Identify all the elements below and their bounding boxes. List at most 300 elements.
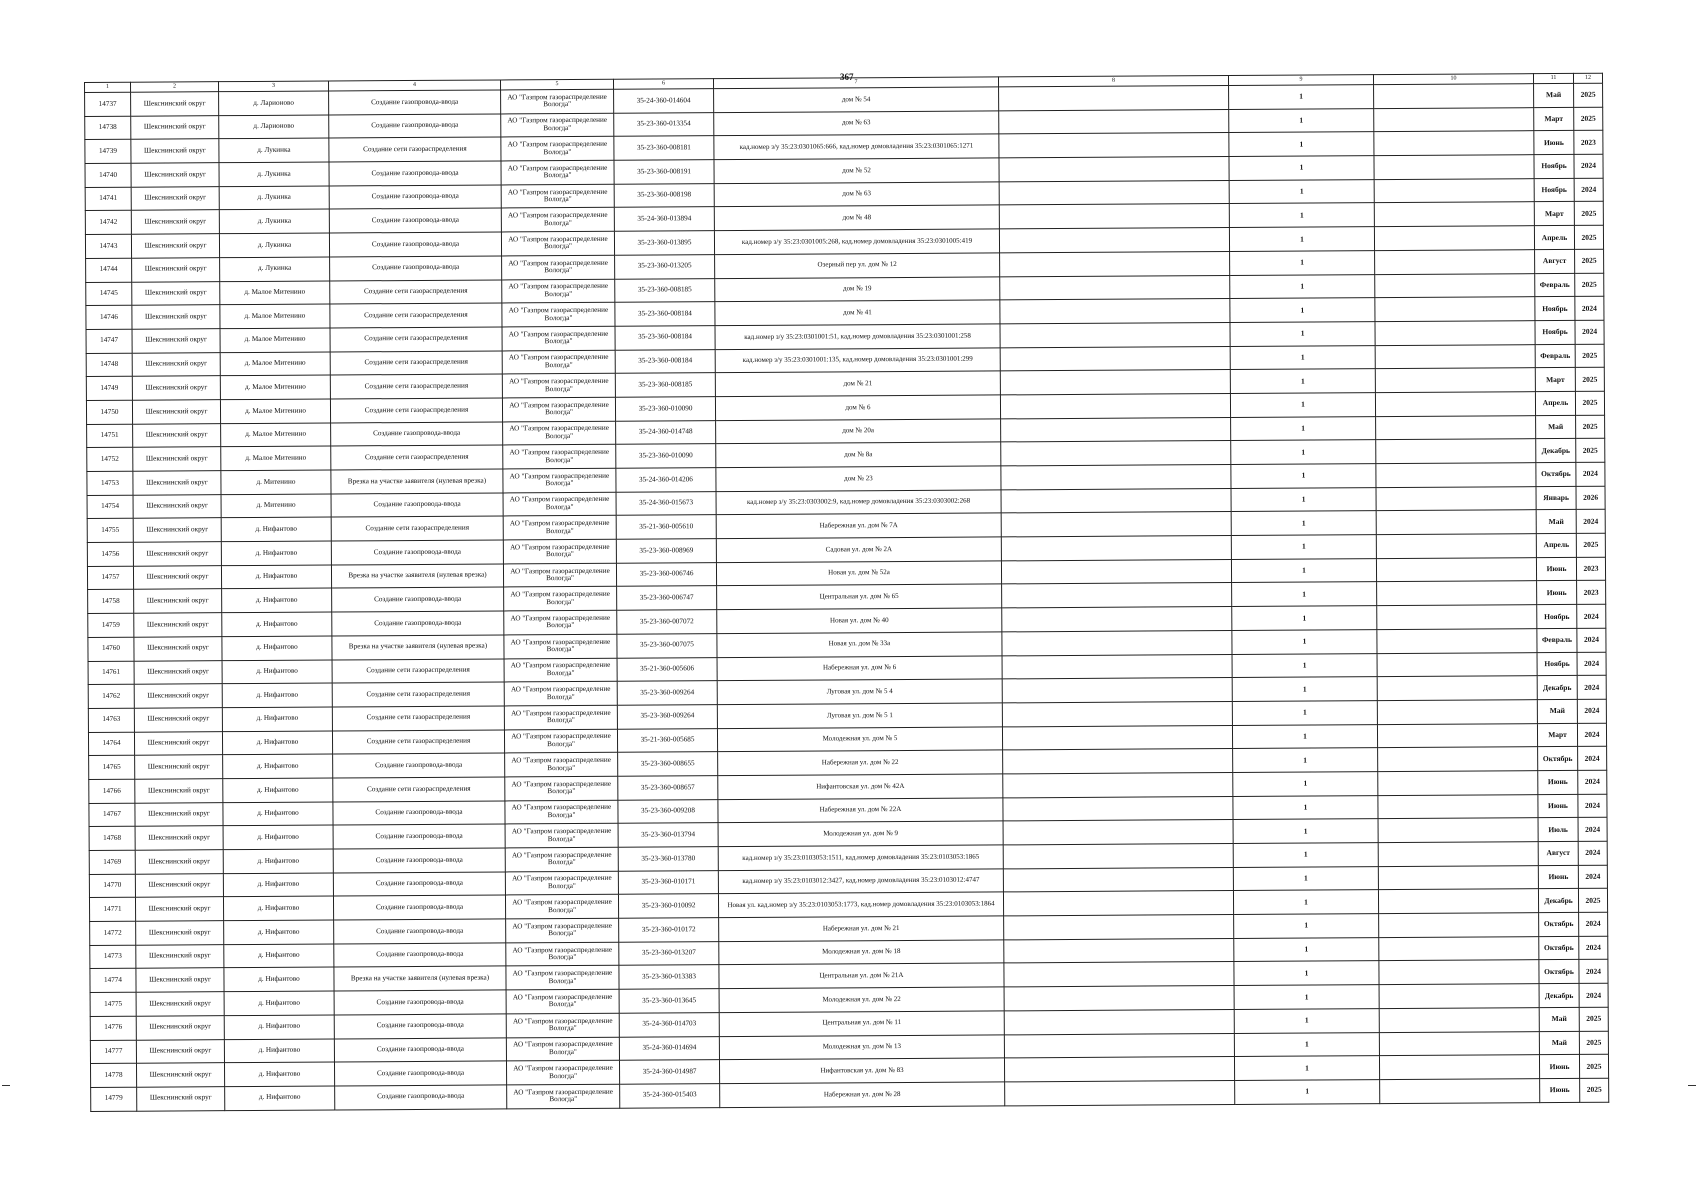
row-number: 14747 [86, 329, 132, 353]
application-code-cell: 35-24-360-014694 [619, 1036, 719, 1060]
application-code-cell: 35-23-360-010090 [615, 397, 715, 421]
quantity-cell: 1 [1234, 914, 1379, 939]
year-cell: 2024 [1575, 296, 1604, 320]
application-code-cell: 35-23-360-013895 [614, 231, 714, 255]
work-type-cell: Создание газопровода-ввода [334, 1061, 506, 1086]
empty-column-10 [1378, 794, 1538, 819]
empty-column-8 [1000, 370, 1230, 395]
address-cell: Набережная ул. дом № 22 [718, 750, 1003, 775]
month-cell: Ноябрь [1535, 320, 1575, 344]
organization-cell: АО "Газпром газораспределение Вологда" [503, 492, 616, 516]
quantity-cell: 1 [1229, 179, 1374, 204]
row-number: 14758 [88, 590, 134, 614]
month-cell: Октябрь [1538, 747, 1578, 771]
year-cell: 2024 [1577, 628, 1606, 652]
empty-column-8 [1002, 583, 1232, 608]
empty-column-10 [1376, 510, 1536, 535]
organization-cell: АО "Газпром газораспределение Вологда" [505, 776, 618, 800]
row-number: 14775 [90, 992, 136, 1016]
district-cell: Шекснинский округ [134, 589, 222, 613]
row-number: 14753 [87, 471, 133, 495]
address-cell: кад.номер з/у 35:23:0301065:666, кад.номер домовладения 35:23:0301065:1271 [714, 134, 999, 159]
month-cell: Июнь [1538, 865, 1578, 889]
year-cell: 2024 [1577, 652, 1606, 676]
work-type-cell: Создание газопровода-ввода [329, 161, 501, 186]
work-type-cell: Создание газопровода-ввода [330, 256, 502, 281]
application-code-cell: 35-23-360-006747 [617, 586, 717, 610]
application-code-cell: 35-23-360-008185 [615, 373, 715, 397]
month-cell: Октябрь [1539, 936, 1579, 960]
settlement-cell: д. Нифантово [223, 778, 333, 802]
settlement-cell: д. Митенино [221, 494, 331, 518]
quantity-cell: 1 [1229, 227, 1374, 252]
quantity-cell: 1 [1232, 677, 1377, 702]
quantity-cell: 1 [1230, 393, 1375, 418]
year-cell: 2025 [1579, 1007, 1608, 1031]
work-type-cell: Создание газопровода-ввода [331, 422, 503, 447]
application-code-cell: 35-23-360-013383 [619, 965, 719, 989]
settlement-cell: д. Ларионово [219, 91, 329, 115]
row-number: 14760 [88, 637, 134, 661]
organization-cell: АО "Газпром газораспределение Вологда" [504, 587, 617, 611]
row-number: 14745 [86, 282, 132, 306]
organization-cell: АО "Газпром газораспределение Вологда" [503, 421, 616, 445]
page-number: 367 [840, 72, 854, 82]
application-code-cell: 35-23-360-009208 [618, 799, 718, 823]
application-code-cell: 35-23-360-013780 [618, 847, 718, 871]
district-cell: Шекснинский округ [135, 755, 223, 779]
work-type-cell: Создание газопровода-ввода [331, 493, 503, 518]
organization-cell: АО "Газпром газораспределение Вологда" [502, 326, 615, 350]
organization-cell: АО "Газпром газораспределение Вологда" [506, 918, 619, 942]
month-cell: Июнь [1539, 1055, 1579, 1079]
quantity-cell: 1 [1232, 700, 1377, 725]
application-code-cell: 35-23-360-007075 [617, 633, 717, 657]
settlement-cell: д. Нифантово [224, 920, 334, 944]
quantity-cell: 1 [1229, 203, 1374, 228]
year-cell: 2025 [1578, 889, 1607, 913]
quantity-cell: 1 [1229, 108, 1374, 133]
organization-cell: АО "Газпром газораспределение Вологда" [503, 445, 616, 469]
empty-column-8 [999, 109, 1229, 134]
address-cell: дом № 19 [715, 276, 1000, 301]
month-cell: Октябрь [1539, 960, 1579, 984]
settlement-cell: д. Лукинка [219, 209, 329, 233]
district-cell: Шекснинский округ [133, 447, 221, 471]
empty-column-10 [1377, 605, 1537, 630]
row-number: 14761 [88, 661, 134, 685]
month-cell: Октябрь [1539, 912, 1579, 936]
empty-column-10 [1375, 392, 1535, 417]
settlement-cell: д. Нифантово [221, 541, 331, 565]
empty-column-8 [1002, 701, 1232, 726]
work-type-cell: Создание газопровода-ввода [331, 540, 503, 565]
row-number: 14744 [86, 258, 132, 282]
year-cell: 2025 [1580, 1078, 1609, 1102]
application-code-cell: 35-24-360-014748 [616, 420, 716, 444]
column-number-8: 8 [998, 76, 1228, 87]
empty-column-10 [1375, 344, 1535, 369]
settlement-cell: д. Малое Митенино [220, 399, 330, 423]
organization-cell: АО "Газпром газораспределение Вологда" [506, 1037, 619, 1061]
organization-cell: АО "Газпром газораспределение Вологда" [506, 1060, 619, 1084]
application-code-cell: 35-23-360-008184 [615, 326, 715, 350]
quantity-cell: 1 [1229, 85, 1374, 110]
settlement-cell: д. Нифантово [222, 731, 332, 755]
work-type-cell: Создание газопровода-ввода [334, 919, 506, 944]
address-cell: дом № 8а [716, 442, 1001, 467]
application-code-cell: 35-24-360-014987 [619, 1060, 719, 1084]
organization-cell: АО "Газпром газораспределение Вологда" [502, 397, 615, 421]
empty-column-10 [1374, 131, 1534, 156]
empty-column-10 [1374, 107, 1534, 132]
row-number: 14764 [88, 732, 134, 756]
month-cell: Май [1539, 1007, 1579, 1031]
address-cell: Молодежная ул. дом № 22 [719, 987, 1004, 1012]
organization-cell: АО "Газпром газораспределение Вологда" [503, 539, 616, 563]
address-cell: Набережная ул. дом № 7А [716, 513, 1001, 538]
row-number: 14756 [87, 542, 133, 566]
address-cell: Луговая ул. дом № 5 4 [717, 679, 1002, 704]
work-type-cell: Врезка на участке заявителя (нулевая врезка) [331, 469, 503, 494]
address-cell: дом № 48 [714, 205, 999, 230]
row-number: 14772 [90, 921, 136, 945]
district-cell: Шекснинский округ [133, 542, 221, 566]
address-cell: Новая ул. дом № 52а [716, 561, 1001, 586]
organization-cell: АО "Газпром газораспределение Вологда" [506, 942, 619, 966]
empty-column-10 [1376, 557, 1536, 582]
district-cell: Шекснинский округ [131, 186, 219, 210]
month-cell: Июнь [1538, 794, 1578, 818]
row-number: 14757 [87, 566, 133, 590]
year-cell: 2025 [1574, 225, 1603, 249]
organization-cell: АО "Газпром газораспределение Вологда" [501, 113, 614, 137]
district-cell: Шекснинский округ [133, 518, 221, 542]
quantity-cell: 1 [1233, 772, 1378, 797]
address-cell: Набережная ул. дом № 6 [717, 655, 1002, 680]
empty-column-8 [1000, 275, 1230, 300]
organization-cell: АО "Газпром газораспределение Вологда" [507, 1084, 620, 1108]
district-cell: Шекснинский округ [132, 400, 220, 424]
application-code-cell: 35-23-360-008655 [618, 752, 718, 776]
empty-column-10 [1376, 534, 1536, 559]
application-code-cell: 35-23-360-008657 [618, 776, 718, 800]
year-cell: 2025 [1574, 107, 1603, 131]
work-type-cell: Создание сети газораспределения [331, 516, 503, 541]
empty-column-10 [1378, 747, 1538, 772]
row-number: 14779 [91, 1087, 137, 1111]
year-cell: 2025 [1579, 1031, 1608, 1055]
row-number: 14751 [87, 424, 133, 448]
address-cell: Молодежная ул. дом № 5 [717, 726, 1002, 751]
settlement-cell: д. Малое Митенино [221, 446, 331, 470]
empty-column-8 [1001, 488, 1231, 513]
application-code-cell: 35-23-360-013354 [614, 112, 714, 136]
empty-column-10 [1377, 676, 1537, 701]
empty-column-8 [1002, 654, 1232, 679]
year-cell: 2025 [1574, 83, 1603, 107]
year-cell: 2025 [1575, 391, 1604, 415]
application-code-cell: 35-21-360-005685 [617, 728, 717, 752]
empty-column-10 [1374, 202, 1534, 227]
district-cell: Шекснинский округ [136, 944, 224, 968]
settlement-cell: д. Нифантово [224, 944, 334, 968]
year-cell: 2024 [1577, 675, 1606, 699]
empty-column-10 [1375, 273, 1535, 298]
quantity-cell: 1 [1233, 843, 1378, 868]
work-type-cell: Создание газопровода-ввода [333, 824, 505, 849]
settlement-cell: д. Нифантово [222, 636, 332, 660]
quantity-cell: 1 [1231, 535, 1376, 560]
empty-column-8 [1002, 678, 1232, 703]
organization-cell: АО "Газпром газораспределение Вологда" [505, 824, 618, 848]
year-cell: 2023 [1577, 581, 1606, 605]
quantity-cell: 1 [1231, 558, 1376, 583]
district-cell: Шекснинский округ [131, 139, 219, 163]
quantity-cell: 1 [1232, 653, 1377, 678]
empty-column-8 [1002, 607, 1232, 632]
column-number-10: 10 [1373, 74, 1533, 85]
empty-column-10 [1379, 1055, 1539, 1080]
empty-column-10 [1374, 84, 1534, 109]
row-number: 14749 [86, 376, 132, 400]
address-cell: дом № 41 [715, 300, 1000, 325]
empty-column-10 [1379, 913, 1539, 938]
application-code-cell: 35-23-360-008181 [614, 136, 714, 160]
settlement-cell: д. Нифантово [221, 517, 331, 541]
work-type-cell: Создание газопровода-ввода [329, 232, 501, 257]
organization-cell: АО "Газпром газораспределение Вологда" [503, 516, 616, 540]
year-cell: 2025 [1576, 439, 1605, 463]
month-cell: Октябрь [1536, 462, 1576, 486]
application-code-cell: 35-23-360-010172 [619, 918, 719, 942]
scan-edge-mark-left [2, 1085, 10, 1086]
application-code-cell: 35-24-360-015403 [620, 1084, 720, 1108]
quantity-cell: 1 [1229, 156, 1374, 181]
quantity-cell: 1 [1229, 132, 1374, 157]
district-cell: Шекснинский округ [134, 684, 222, 708]
year-cell: 2026 [1576, 486, 1605, 510]
quantity-cell: 1 [1234, 937, 1379, 962]
quantity-cell: 1 [1234, 985, 1379, 1010]
year-cell: 2025 [1574, 202, 1603, 226]
empty-column-8 [1001, 559, 1231, 584]
organization-cell: АО "Газпром газораспределение Вологда" [506, 966, 619, 990]
month-cell: Май [1537, 699, 1577, 723]
empty-column-10 [1374, 155, 1534, 180]
address-cell: Молодежная ул. дом № 9 [718, 821, 1003, 846]
district-cell: Шекснинский округ [132, 257, 220, 281]
application-code-cell: 35-23-360-006746 [616, 562, 716, 586]
empty-column-10 [1380, 1079, 1540, 1104]
month-cell: Ноябрь [1534, 154, 1574, 178]
month-cell: Июнь [1534, 131, 1574, 155]
work-type-cell: Создание газопровода-ввода [332, 611, 504, 636]
month-cell: Август [1538, 841, 1578, 865]
year-cell: 2024 [1578, 794, 1607, 818]
year-cell: 2024 [1579, 912, 1608, 936]
address-cell: Озерный пер ул. дом № 12 [715, 253, 1000, 278]
empty-column-10 [1379, 936, 1539, 961]
district-cell: Шекснинский округ [135, 802, 223, 826]
district-cell: Шекснинский округ [134, 660, 222, 684]
district-cell: Шекснинский округ [132, 281, 220, 305]
year-cell: 2024 [1579, 960, 1608, 984]
address-cell: Новая ул. кад.номер з/у 35:23:0103053:1773, кад.номер домовладения 35:23:0103053:1864 [718, 892, 1003, 917]
month-cell: Май [1534, 83, 1574, 107]
settlement-cell: д. Нифантово [223, 896, 333, 920]
quantity-cell: 1 [1231, 511, 1376, 536]
empty-column-10 [1378, 842, 1538, 867]
settlement-cell: д. Лукинка [219, 186, 329, 210]
row-number: 14759 [88, 613, 134, 637]
empty-column-8 [999, 228, 1229, 253]
month-cell: Декабрь [1539, 984, 1579, 1008]
settlement-cell: д. Лукинка [220, 257, 330, 281]
year-cell: 2024 [1574, 178, 1603, 202]
month-cell: Декабрь [1537, 676, 1577, 700]
month-cell: Апрель [1535, 391, 1575, 415]
organization-cell: АО "Газпром газораспределение Вологда" [502, 255, 615, 279]
organization-cell: АО "Газпром газораспределение Вологда" [503, 468, 616, 492]
row-number: 14738 [85, 116, 131, 140]
row-number: 14746 [86, 305, 132, 329]
month-cell: Июнь [1538, 770, 1578, 794]
empty-column-10 [1377, 652, 1537, 677]
quantity-cell: 1 [1230, 369, 1375, 394]
empty-column-8 [1000, 393, 1230, 418]
row-number: 14774 [90, 969, 136, 993]
work-type-cell: Создание сети газораспределения [332, 730, 504, 755]
organization-cell: АО "Газпром газораспределение Вологда" [506, 989, 619, 1013]
settlement-cell: д. Нифантово [223, 802, 333, 826]
empty-column-10 [1375, 297, 1535, 322]
empty-column-8 [1003, 772, 1233, 797]
year-cell: 2024 [1576, 510, 1605, 534]
row-number: 14740 [85, 163, 131, 187]
empty-column-10 [1375, 368, 1535, 393]
column-number-12: 12 [1573, 73, 1602, 83]
empty-column-10 [1377, 700, 1537, 725]
work-type-cell: Создание газопровода-ввода [329, 208, 501, 233]
settlement-cell: д. Нифантово [224, 991, 334, 1015]
work-type-cell: Создание газопровода-ввода [333, 801, 505, 826]
month-cell: Июнь [1537, 581, 1577, 605]
month-cell: Январь [1536, 486, 1576, 510]
settlement-cell: д. Нифантово [221, 565, 331, 589]
column-number-2: 2 [131, 82, 219, 93]
address-cell: Набережная ул. дом № 21 [719, 916, 1004, 941]
address-cell: кад.номер з/у 35:23:0103053:1511, кад.номер домовладения 35:23:0103053:1865 [718, 845, 1003, 870]
row-number: 14768 [89, 827, 135, 851]
row-number: 14767 [89, 803, 135, 827]
quantity-cell: 1 [1235, 1079, 1380, 1104]
quantity-cell: 1 [1230, 274, 1375, 299]
settlement-cell: д. Нифантово [224, 967, 334, 991]
work-type-cell: Создание сети газораспределения [332, 658, 504, 683]
quantity-cell: 1 [1230, 321, 1375, 346]
year-cell: 2024 [1578, 865, 1607, 889]
settlement-cell: д. Нифантово [222, 659, 332, 683]
work-type-cell: Создание газопровода-ввода [329, 114, 501, 139]
district-cell: Шекснинский округ [134, 636, 222, 660]
organization-cell: АО "Газпром газораспределение Вологда" [501, 89, 614, 113]
address-cell: дом № 63 [714, 182, 999, 207]
row-number: 14776 [90, 1016, 136, 1040]
organization-cell: АО "Газпром газораспределение Вологда" [504, 729, 617, 753]
year-cell: 2025 [1579, 1054, 1608, 1078]
district-cell: Шекснинский округ [132, 376, 220, 400]
year-cell: 2024 [1577, 723, 1606, 747]
column-number-4: 4 [328, 80, 500, 91]
row-number: 14771 [89, 898, 135, 922]
row-number: 14752 [87, 448, 133, 472]
row-number: 14743 [85, 234, 131, 258]
address-cell: Молодежная ул. дом № 13 [719, 1034, 1004, 1059]
empty-column-8 [1003, 867, 1233, 892]
row-number: 14762 [88, 684, 134, 708]
district-cell: Шекснинский округ [136, 921, 224, 945]
column-number-11: 11 [1533, 73, 1573, 83]
empty-column-10 [1378, 818, 1538, 843]
empty-column-8 [1001, 536, 1231, 561]
empty-column-10 [1379, 1031, 1539, 1056]
work-type-cell: Создание сети газораспределения [332, 706, 504, 731]
work-type-cell: Врезка на участке заявителя (нулевая врезка) [332, 635, 504, 660]
row-number: 14765 [89, 755, 135, 779]
empty-column-8 [1004, 1033, 1234, 1058]
empty-column-8 [1004, 938, 1234, 963]
empty-column-10 [1379, 960, 1539, 985]
year-cell: 2024 [1578, 770, 1607, 794]
empty-column-8 [1005, 1080, 1235, 1105]
address-cell: кад.номер з/у 35:23:0103012:3427, кад.номер домовладения 35:23:0103012:4747 [718, 869, 1003, 894]
month-cell: Июль [1538, 818, 1578, 842]
quantity-cell: 1 [1234, 1008, 1379, 1033]
empty-column-10 [1375, 249, 1535, 274]
column-number-9: 9 [1228, 75, 1373, 86]
application-code-cell: 35-23-360-008185 [615, 278, 715, 302]
settlement-cell: д. Малое Митенино [221, 423, 331, 447]
address-cell: дом № 63 [714, 111, 999, 136]
organization-cell: АО "Газпром газораспределение Вологда" [502, 302, 615, 326]
empty-column-10 [1377, 628, 1537, 653]
month-cell: Февраль [1535, 273, 1575, 297]
district-cell: Шекснинский округ [132, 305, 220, 329]
empty-column-8 [1003, 820, 1233, 845]
address-cell: дом № 6 [715, 395, 1000, 420]
month-cell: Ноябрь [1537, 652, 1577, 676]
year-cell: 2024 [1579, 983, 1608, 1007]
empty-column-8 [1004, 915, 1234, 940]
month-cell: Май [1536, 510, 1576, 534]
month-cell: Июнь [1536, 557, 1576, 581]
organization-cell: АО "Газпром газораспределение Вологда" [505, 895, 618, 919]
scan-edge-mark-right [1688, 1085, 1696, 1086]
empty-column-8 [1002, 630, 1232, 655]
district-cell: Шекснинский округ [134, 708, 222, 732]
empty-column-10 [1374, 178, 1534, 203]
settlement-cell: д. Нифантово [225, 1086, 335, 1110]
address-cell: кад.номер з/у 35:23:0301001:135, кад.номер домовладения 35:23:0301001:299 [715, 347, 1000, 372]
quantity-cell: 1 [1233, 890, 1378, 915]
application-code-cell: 35-23-360-008198 [614, 183, 714, 207]
organization-cell: АО "Газпром газораспределение Вологда" [504, 681, 617, 705]
year-cell: 2024 [1579, 936, 1608, 960]
empty-column-10 [1377, 581, 1537, 606]
work-type-cell: Врезка на участке заявителя (нулевая врезка) [334, 966, 506, 991]
work-type-cell: Создание сети газораспределения [330, 327, 502, 352]
